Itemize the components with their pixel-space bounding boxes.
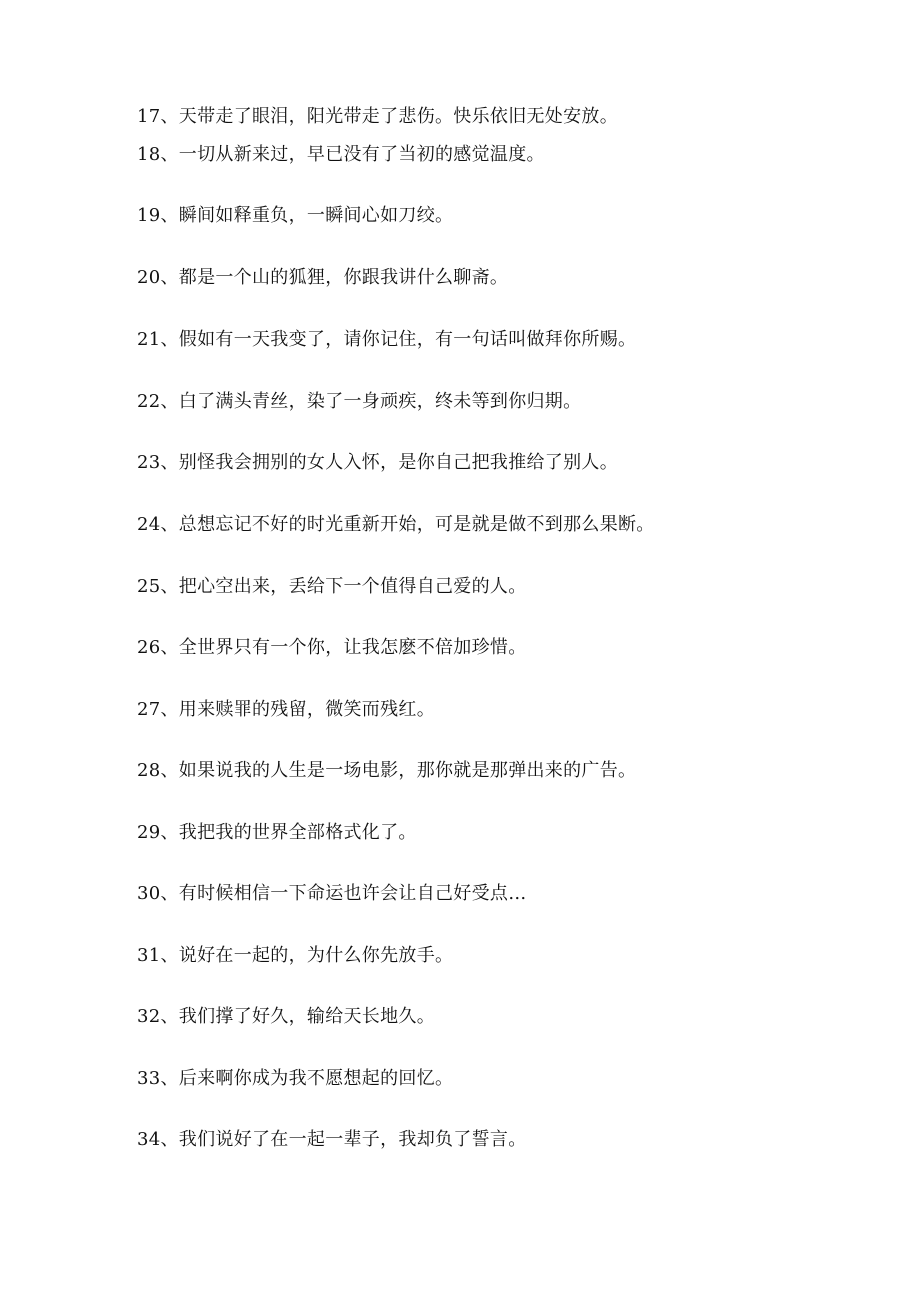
text-line: 32、我们撑了好久，输给天长地久。 <box>137 1006 436 1027</box>
text-line: 33、后来啊你成为我不愿想起的回忆。 <box>137 1068 454 1089</box>
text-line: 17、天带走了眼泪，阳光带走了悲伤。快乐依旧无处安放。 <box>137 106 619 127</box>
text-line: 19、瞬间如释重负，一瞬间心如刀绞。 <box>137 205 454 226</box>
text-line: 30、有时候相信一下命运也许会让自己好受点… <box>137 883 527 904</box>
text-line: 34、我们说好了在一起一辈子，我却负了誓言。 <box>137 1129 527 1150</box>
text-line: 31、说好在一起的，为什么你先放手。 <box>137 945 454 966</box>
text-line: 28、如果说我的人生是一场电影，那你就是那弹出来的广告。 <box>137 760 637 781</box>
text-line: 22、白了满头青丝，染了一身顽疾，终未等到你归期。 <box>137 391 582 412</box>
text-line: 26、全世界只有一个你，让我怎麽不倍加珍惜。 <box>137 637 527 658</box>
text-line: 20、都是一个山的狐狸，你跟我讲什么聊斋。 <box>137 267 509 288</box>
text-line: 18、一切从新来过，早已没有了当初的感觉温度。 <box>137 144 545 165</box>
text-line: 21、假如有一天我变了，请你记住，有一句话叫做拜你所赐。 <box>137 329 637 350</box>
text-line: 25、把心空出来，丢给下一个值得自己爱的人。 <box>137 576 527 597</box>
text-line: 29、我把我的世界全部格式化了。 <box>137 822 417 843</box>
text-line: 24、总想忘记不好的时光重新开始，可是就是做不到那么果断。 <box>137 514 655 535</box>
text-line: 23、别怪我会拥别的女人入怀，是你自己把我推给了别人。 <box>137 452 619 473</box>
text-line: 27、用来赎罪的残留，微笑而残红。 <box>137 699 436 720</box>
